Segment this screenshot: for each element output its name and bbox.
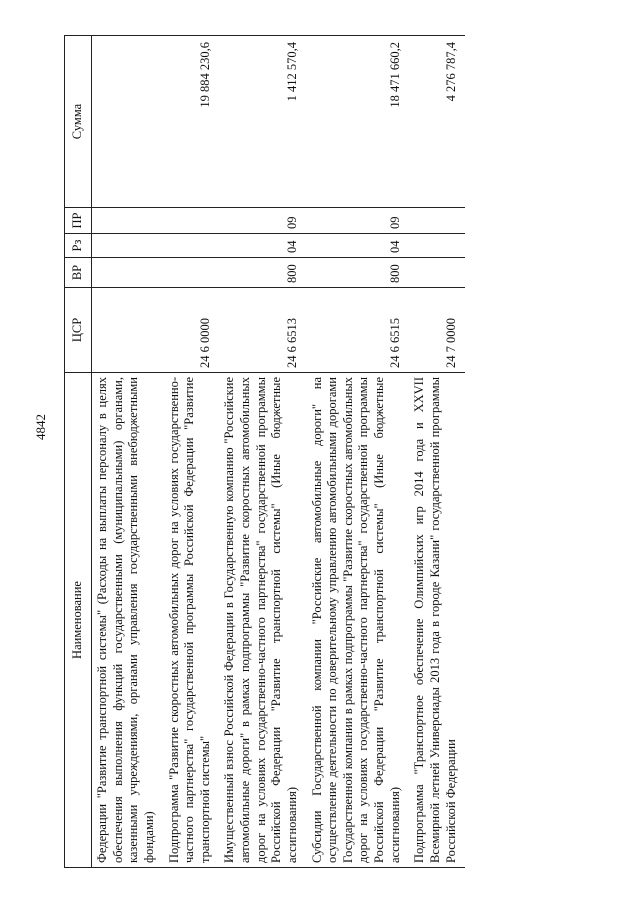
table-row: [409, 36, 465, 868]
row-sum: [92, 36, 164, 208]
row-rz: [92, 234, 164, 258]
row-vr: [409, 258, 465, 288]
row-name: Подпрограмма "Развитие скоростных автомобильных дорог на условиях государственно-частного партнерства" государственной программы Российской Федерации "Развитие транспортной системы": [164, 373, 220, 868]
row-name: Имущественный взнос Российской Федерации в Государственную компанию "Российские автомобильные дороги" в рамках подпрограммы "Развитие скоростных автомобильных дорог на условиях государственно-частного партнерства" государственной программы Российской Федерации "Развитие транспортной системы" (Иные бюджетные ассигнования): [219, 373, 306, 868]
table-row: [219, 36, 306, 868]
row-rz: [409, 234, 465, 258]
table-row: [307, 36, 410, 868]
header-pr: ПР: [65, 208, 92, 234]
header-csr: ЦСР: [65, 288, 92, 373]
row-sum: 18 471 660,2: [307, 36, 410, 208]
row-sum: 4 276 787,4: [409, 36, 465, 208]
row-vr: 800: [307, 258, 410, 288]
rotated-page-content: [64, 36, 600, 868]
row-csr: 24 6 0000: [164, 288, 220, 373]
row-csr: 24 7 0000: [409, 288, 465, 373]
row-csr: [92, 288, 164, 373]
row-pr: [92, 208, 164, 234]
row-rz: 04: [307, 234, 410, 258]
row-csr: 24 6 6513: [219, 288, 306, 373]
row-pr: 09: [307, 208, 410, 234]
header-sum: Сумма: [65, 36, 92, 208]
table-row: [92, 36, 164, 868]
row-vr: 800: [219, 258, 306, 288]
header-rz: Рз: [65, 234, 92, 258]
row-pr: 09: [219, 208, 306, 234]
row-rz: 04: [219, 234, 306, 258]
table-row: [164, 36, 220, 868]
row-sum: 19 884 230,6: [164, 36, 220, 208]
row-sum: 1 412 570,4: [219, 36, 306, 208]
table-header-row: [65, 36, 92, 868]
row-name: Подпрограмма "Транспортное обеспечение Олимпийских игр 2014 года и XXVII Всемирной летней Универсиады 2013 года в городе Казани" государственной программы Российской Федерации: [409, 373, 465, 868]
row-name: Федерации "Развитие транспортной системы" (Расходы на выплаты персоналу в целях обеспечения выполнения функций государственными (муниципальными) органами, казенными учреждениями, органами управления государственными внебюджетными фондами): [92, 373, 164, 868]
page-number: 4842: [33, 414, 48, 440]
row-rz: [164, 234, 220, 258]
budget-table: [64, 35, 465, 868]
row-vr: [164, 258, 220, 288]
header-vr: ВР: [65, 258, 92, 288]
row-pr: [164, 208, 220, 234]
row-name: Субсидии Государственной компании "Российские автомобильные дороги" на осуществление деятельности по доверительному управлению автомобильными дорогами Государственной компании в рамках подпрограммы "Развитие скоростных автомобильных дорог на условиях государственно-частного партнерства" государственной программы Российской Федерации "Развитие транспортной системы" (Иные бюджетные ассигнования): [307, 373, 410, 868]
row-csr: 24 6 6515: [307, 288, 410, 373]
row-vr: [92, 258, 164, 288]
header-name: Наименование: [65, 373, 92, 868]
row-pr: [409, 208, 465, 234]
